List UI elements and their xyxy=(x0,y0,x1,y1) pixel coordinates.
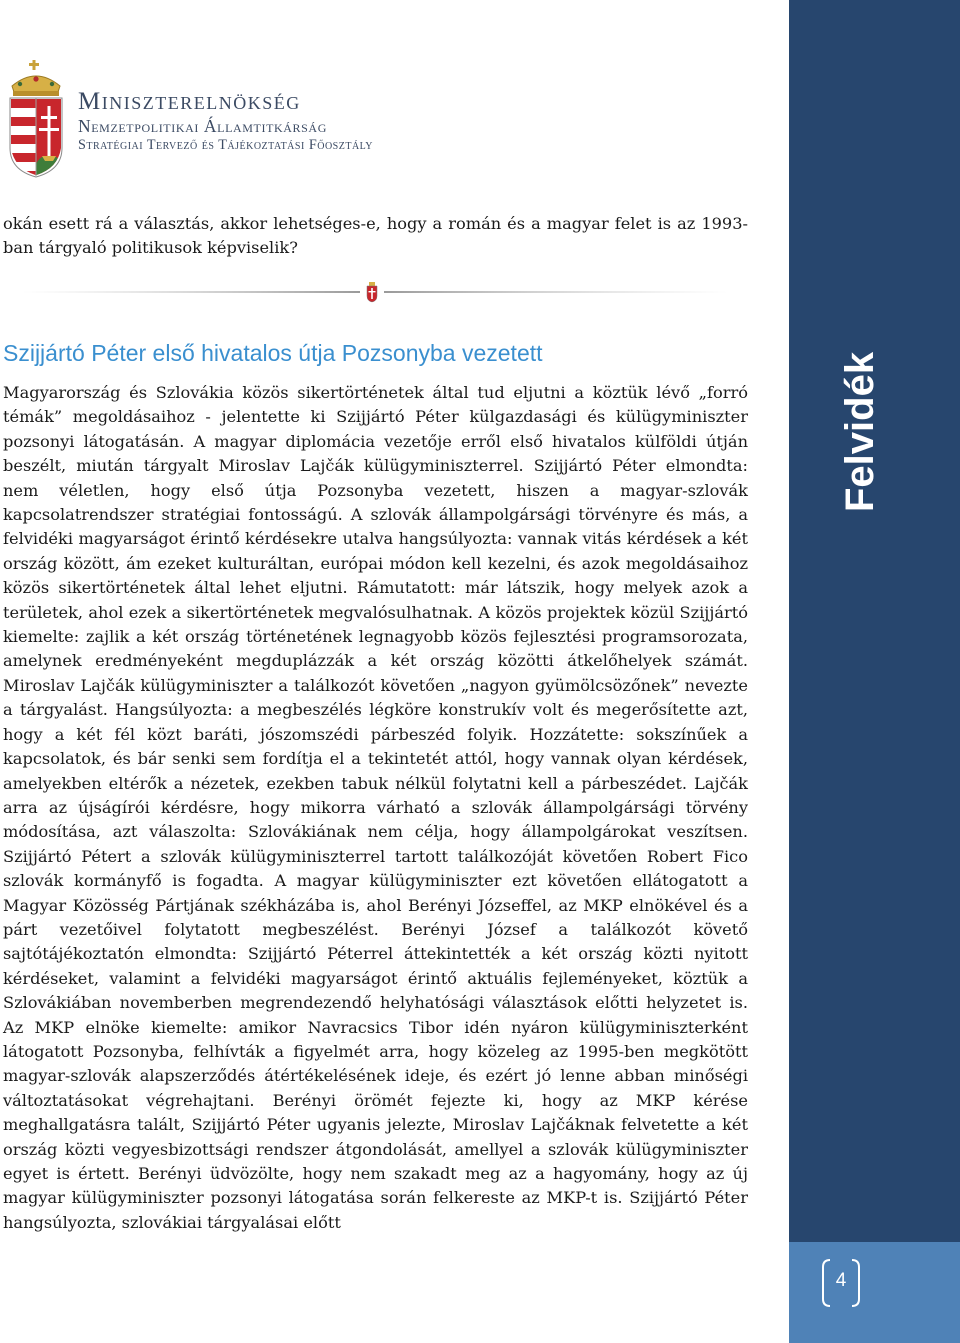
hungarian-coat-of-arms-logo xyxy=(6,60,66,178)
page-number: 4 xyxy=(835,1270,847,1291)
org-line-department: Stratégiai Tervező és Tájékoztatási Főosztály xyxy=(78,137,373,153)
right-sidebar xyxy=(789,0,960,1343)
intro-paragraph: okán esett rá a választás, akkor lehetséges-e, hogy a román és a magyar felet is az 1993-ban tárgyaló politikusok képviselik? xyxy=(3,214,748,258)
section-title-vertical: Felvidék xyxy=(838,351,882,512)
org-line-state-secretariat: Nemzetpolitikai Államtitkárság xyxy=(78,116,327,136)
section-divider xyxy=(22,281,728,303)
divider-emblem-icon xyxy=(367,282,377,302)
article-body: Magyarország és Szlovákia közös sikertörténetek által tud eljutni a köztük lévő „forró témák” megoldásaihoz - jelentette ki Szijjártó Péter külgazdasági és külügyminiszter pozsonyi látogatásán. A magyar diplomácia vezetője erről első hivatalos külföldi útján beszélt, miután tárgyalt Miroslav Lajčák külügyminiszterrel. Szijjártó Péter elmondta: nem véletlen, hogy első útja Pozsonyba vezetett, hiszen a magyar-szlovák kapcsolatrendszer stratégiai fontosságú. A szlovák állampolgársági törvényre és más, a felvidéki magyarságot érintő kérdésekre utalva hangsúlyozta: vannak vitás kérdések a két ország között, ám ezeket kulturáltan, európai módon kell kezelni, és azok megoldásaihoz közös sikertörténetek által lehet eljutni. Rámutatott: már látszik, hogy melyek azok a területek, ahol ezek a sikertörténetek megvalósulhatnak. A közös projektek közül Szijjártó kiemelte: zajlik a két ország történetének legnagyobb közös fejlesztési programsorozata, amelynek eredményeként megduplázzák a két ország közötti átkelőhelyek számát. Miroslav Lajčák külügyminiszter a találkozót követően „nagyon gyümölcsözőnek” nevezte a tárgyalást. Hangsúlyozta: a megbeszélés légköre konstrukív volt és megerősítette azt, hogy a két fél közt baráti, jószomszédi párbeszéd folyik. Hozzátette: sokszínűek a kapcsolatok, és bár senki sem fordítja el a tekintetét attól, hogy vannak olyan kérdések, amelyekben eltérők a nézetek, ezekben tabuk nélkül folytatni kell a párbeszédet. Lajčák arra az újságírói kérdésre, hogy mikorra várható a szlovák állampolgársági törvény módosítása, azt válaszolta: Szlovákiának nem célja, hogy állampolgárokat veszítsen. Szijjártó Pétert a szlovák külügyminiszterrel tartott találkozóját követően Robert Fico szlovák kormányfő is fogadta. A magyar külügyminiszter ezt követően ellátogatott a Magyar Közösség Pártjának székházába is, ahol Berényi Józseffel, az MKP elnökével és a párt vezetőivel folytatott megbeszélést. Berényi József a találkozót követő sajtótájékoztatón elmondta: Szijjártó Péterrel áttekintették a két ország közti nyitott kérdéseket, valamint a felvidéki magyarságot érintő aktuális fejleményeket, köztük a Szlovákiában novemberben megrendezendő helyhatósági választások előtti helyzetet is. Az MKP elnöke kiemelte: amikor Navracsics Tibor idén nyáron külügyminiszterként látogatott Pozsonyba, felhívták a figyelmét arra, hogy közeleg az 1995-ben megkötött magyar-szlovák alapszerződés átértékelésének ideje, és ezért jó lenne abban minőségi változtatásokat végrehajtani. Berényi örömét fejezte ki, hogy az MKP kérése meghallgatásra talált, Szijjártó Péter ugyanis jelezte, Miroslav Lajčáknak felvetette a két ország közti vegyesbizottsági rendszer átgondolását, amellyel a szlovák külügyminiszter egyet is értett. Berényi üdvözölte, hogy nem szakadt meg az a hagyomány, hogy az új magyar külügyminiszter pozsonyi látogatása során felkereste az MKP-t is. Szijjártó Péter hangsúlyozta, szlovákiai tárgyalásai előtt xyxy=(3,383,748,1232)
article-headline: Szijjártó Péter első hivatalos útja Pozsonyba vezetett xyxy=(3,340,543,366)
sidebar-footer-block xyxy=(789,1242,960,1343)
org-line-ministry: Miniszterelnökség xyxy=(78,88,301,115)
organization-name xyxy=(78,88,373,154)
page-number-badge xyxy=(820,1258,862,1308)
